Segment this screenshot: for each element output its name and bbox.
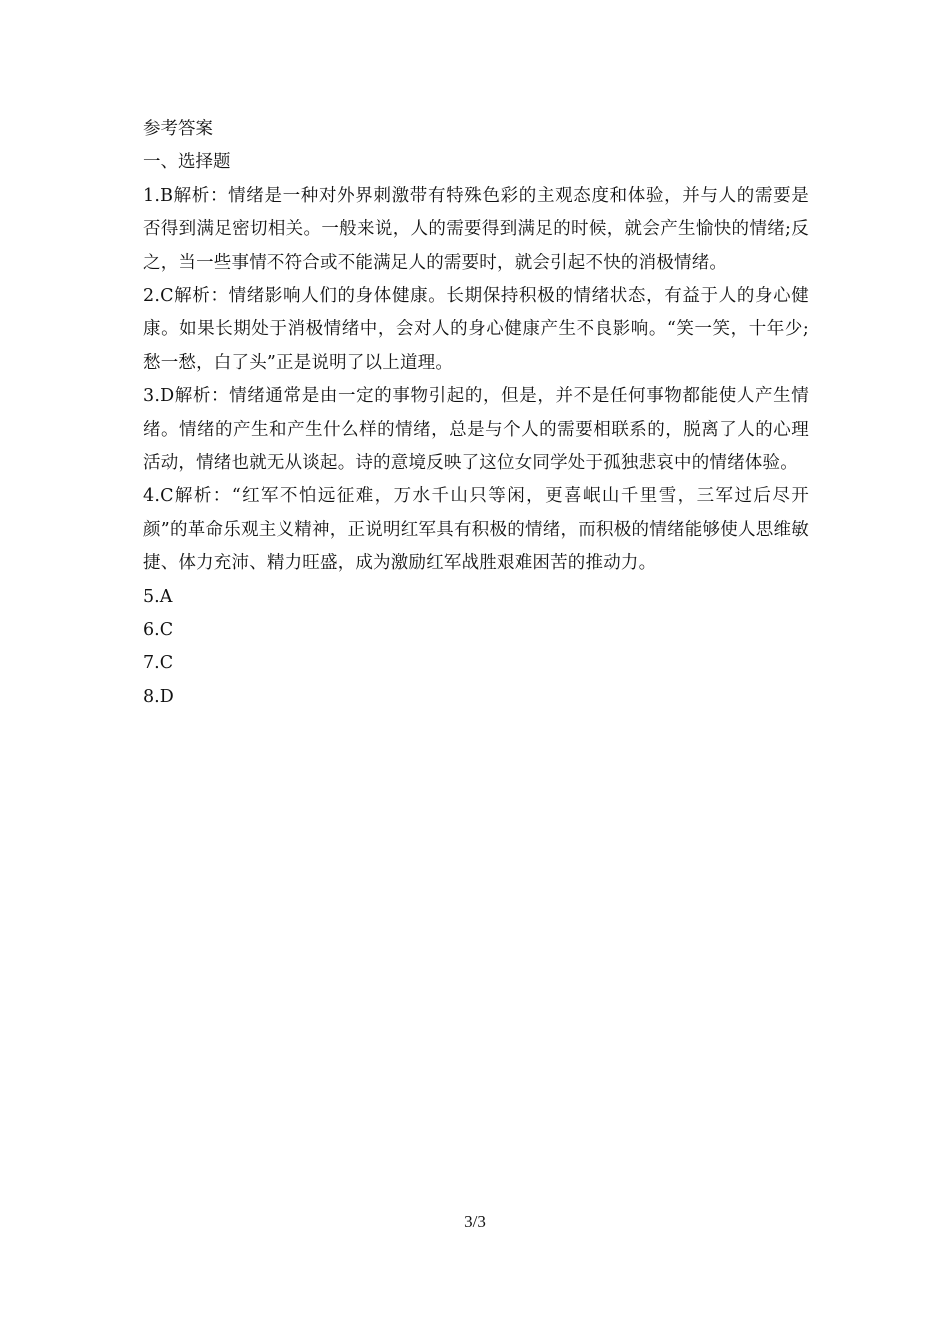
answer-item-3: 3.D解析：情绪通常是由一定的事物引起的，但是，并不是任何事物都能使人产生情绪。情绪的产生和产生什么样的情绪，总是与个人的需要相联系的，脱离了人的心理活动，情绪也就无从谈起。诗的意境反映了这位女同学处于孤独悲哀中的情绪体验。 xyxy=(143,386,809,474)
answer-item-6: 6.C xyxy=(143,620,174,641)
answer-item-4: 4.C解析：“红军不怕远征难，万水千山只等闲，更喜岷山千里雪，三军过后尽开颜”的革命乐观主义精神，正说明红军具有积极的情绪，而积极的情绪能够使人思维敏捷、体力充沛、精力旺盛，成为激励红军战胜艰难困苦的推动力。 xyxy=(143,486,809,574)
answer-content xyxy=(143,113,809,714)
section-title: 一、选择题 xyxy=(143,152,231,173)
page-number: 3/3 xyxy=(464,1212,486,1231)
answer-item-8: 8.D xyxy=(143,686,174,707)
answer-item-1: 1.B解析：情绪是一种对外界刺激带有特殊色彩的主观态度和体验，并与人的需要是否得到满足密切相关。一般来说，人的需要得到满足的时候，就会产生愉快的情绪;反之，当一些事情不符合或不能满足人的需要时，就会引起不快的消极情绪。 xyxy=(143,185,809,273)
answer-item-2: 2.C解析：情绪影响人们的身体健康。长期保持积极的情绪状态，有益于人的身心健康。如果长期处于消极情绪中，会对人的身心健康产生不良影响。“笑一笑，十年少;愁一愁，白了头”正是说明了以上道理。 xyxy=(143,286,809,373)
answer-item-7: 7.C xyxy=(143,653,174,674)
answer-item-5: 5.A xyxy=(143,586,173,607)
answer-heading: 参考答案 xyxy=(143,119,213,139)
